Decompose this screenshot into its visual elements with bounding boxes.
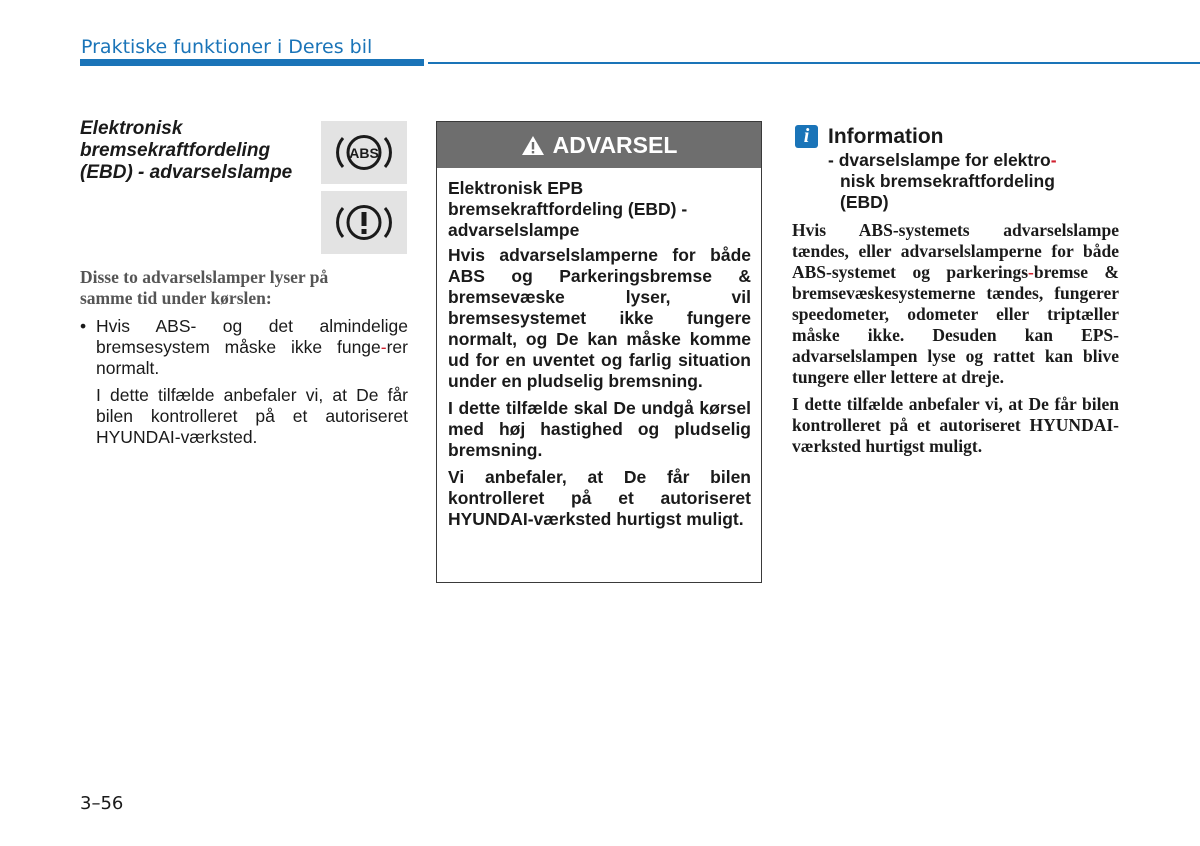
bullet-paragraph-1: Hvis ABS- og det almindelige bremsesystem måske ikke funge-rer normalt.	[96, 316, 408, 378]
bullet-dot: •	[80, 316, 87, 336]
info-subtitle: - dvarselslampe for elektro- nisk bremsekraftfordeling (EBD)	[828, 150, 1057, 212]
warning-body	[437, 168, 761, 530]
header-rule-thin	[428, 62, 1200, 64]
section-header-title: Praktiske funktioner i Deres bil	[81, 36, 373, 58]
bullet-list	[80, 316, 408, 454]
bullet-paragraph-2: I dette tilfælde anbefaler vi, at De får bilen kontrolleret på et autoriseret HYUNDAI-værksted.	[96, 385, 408, 447]
info-body	[792, 220, 1119, 463]
ebd-heading: Elektronisk bremsekraftfordeling (EBD) - advarselslampe	[80, 118, 293, 183]
info-icon: i	[795, 125, 818, 148]
brake-warning-icon	[321, 191, 407, 254]
warning-paragraph-1: Hvis advarselslamperne for både ABS og Parkeringsbremse & bremsevæske lyser, vil bremsesystemet ikke fungere normalt, og De kan måske komme ud for en uventet og farlig situation under en pludselig bremsning.	[448, 245, 751, 391]
abs-warning-icon	[321, 121, 407, 184]
warning-box	[436, 121, 762, 583]
info-paragraph-1: Hvis ABS-systemets advarselslampe tændes, eller advarselslamperne for både ABS-systemet og parkerings-bremse & bremsevæskesystemerne tændes, fungerer speedometer, odometer eller triptæller måske ikke. Desuden kan EPS-advarselslampen lyse og rattet kan blive tungere eller lettere at dreje.	[792, 220, 1119, 387]
warning-label: ADVARSEL	[552, 131, 678, 158]
warning-paragraph-2: I dette tilfælde skal De undgå kørsel med høj hastighed og pludselig bremsning.	[448, 398, 751, 460]
intro-text: Disse to advarselslamper lyser på samme tid under kørslen:	[80, 267, 329, 308]
warning-triangle-icon	[521, 135, 545, 156]
info-paragraph-2: I dette tilfælde anbefaler vi, at De får bilen kontrolleret på et autoriseret HYUNDAI-værksted hurtigst muligt.	[792, 394, 1119, 456]
page-number: 3–56	[80, 793, 124, 814]
warning-header	[437, 122, 761, 168]
info-title: Information	[828, 125, 944, 148]
svg-text:ABS: ABS	[349, 145, 379, 161]
header-rule-thick	[80, 59, 424, 66]
warning-paragraph-3: Vi anbefaler, at De får bilen kontrolleret på et autoriseret HYUNDAI-værksted hurtigst muligt.	[448, 467, 751, 529]
warning-title: Elektronisk EPB bremsekraftfordeling (EBD) - advarselslampe	[448, 178, 688, 240]
